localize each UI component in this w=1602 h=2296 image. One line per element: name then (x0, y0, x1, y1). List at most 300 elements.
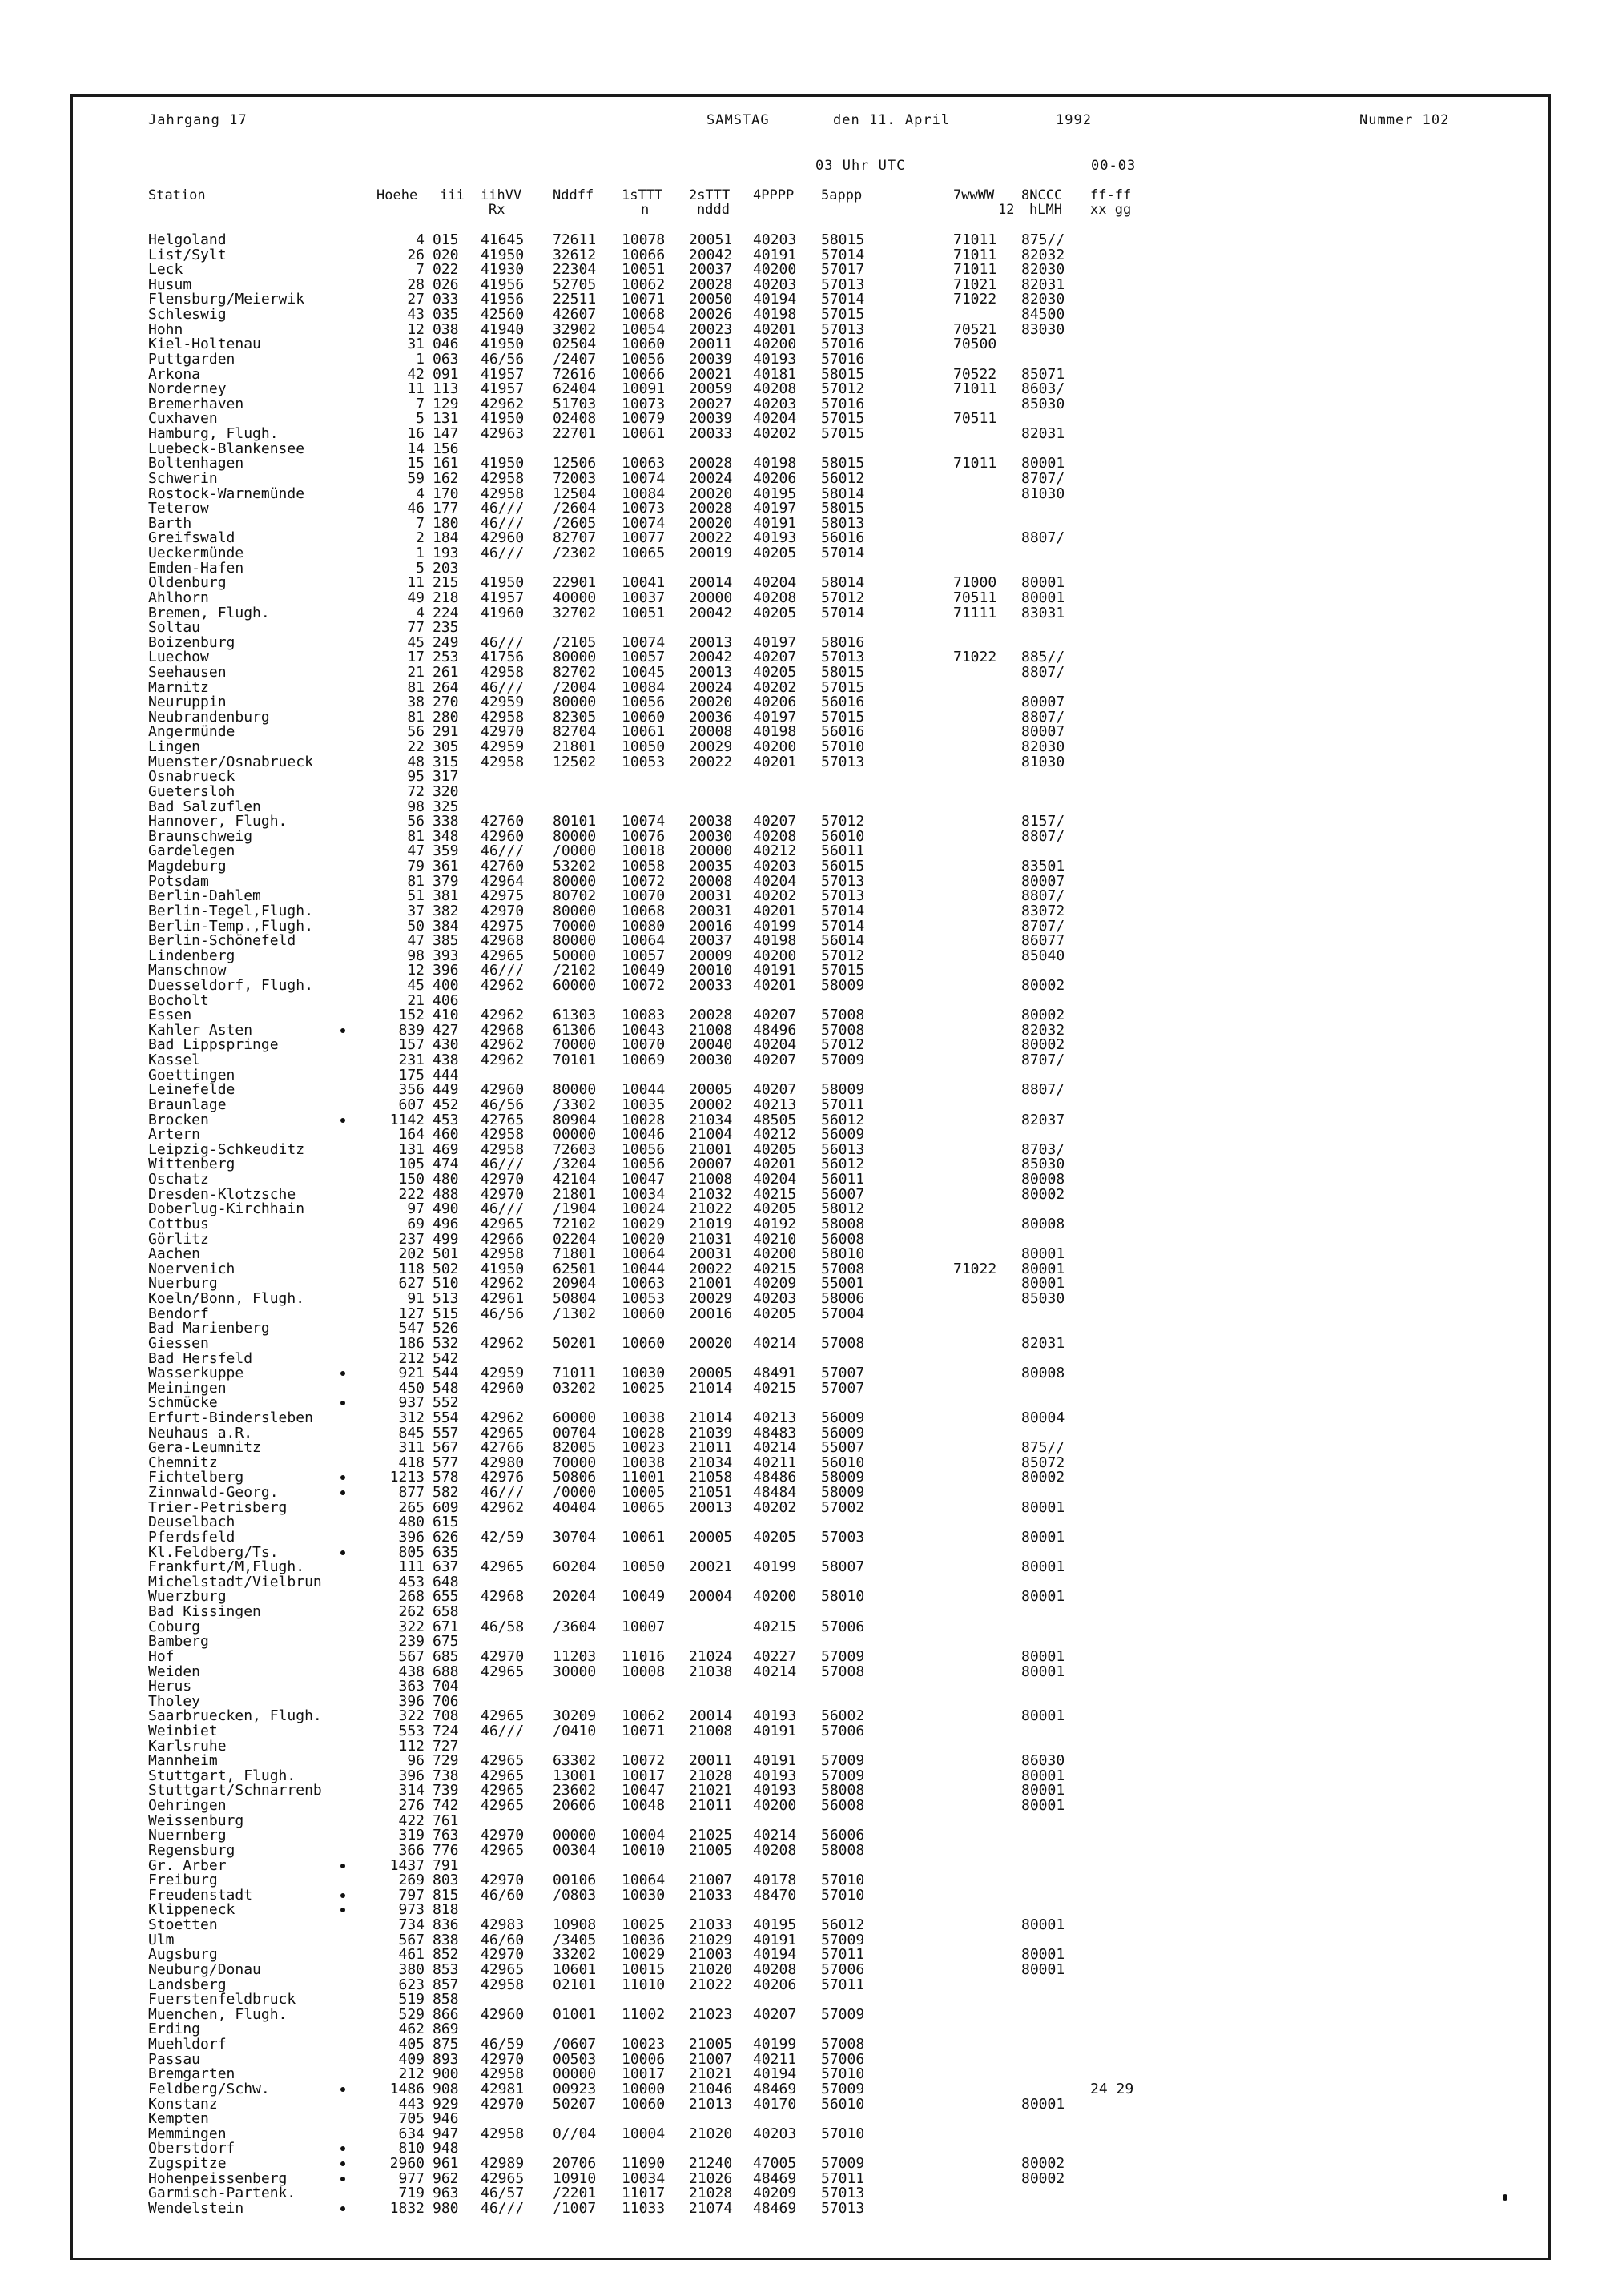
pppp-value: 40215 (753, 1185, 797, 1203)
sttt-value: 10063 (622, 455, 666, 472)
s2ttt-value: 20029 (689, 1290, 733, 1308)
station-name: Noervenich (148, 1260, 235, 1277)
pppp-value: 40178 (753, 1872, 797, 1889)
s2ttt-value: 20021 (689, 365, 733, 383)
station-name: Luebeck-Blankensee (148, 440, 305, 457)
s2ttt-value: 20042 (689, 246, 733, 263)
hoehe-value: 49 (407, 589, 425, 606)
iihvv-value: 42958 (481, 1140, 525, 1158)
mountain-station-marker-icon (340, 2087, 345, 2092)
appp-value: 57009 (821, 2005, 865, 2023)
iii-value: 836 (433, 1916, 459, 1934)
page-frame (70, 94, 1551, 2260)
appp-value: 56009 (821, 1126, 865, 1144)
hoehe-value: 4 (416, 485, 425, 502)
station-name: Feldberg/Schw. (148, 2080, 270, 2097)
iii-value: 026 (433, 275, 459, 293)
nddff-value: /2105 (553, 633, 597, 651)
sttt-value: 10025 (622, 1916, 666, 1934)
station-name: Bad Marienberg (148, 1320, 270, 1337)
station-name: Karlsruhe (148, 1737, 227, 1755)
hoehe-value: 1486 (389, 2080, 425, 2097)
appp-value: 57013 (821, 320, 865, 338)
iihvv-value: 41957 (481, 365, 525, 383)
hoehe-value: 480 (398, 1514, 425, 1531)
iii-value: 280 (433, 708, 459, 726)
iihvv-value: 46/60 (481, 1886, 525, 1904)
appp-value: 57012 (821, 813, 865, 830)
station-name: Cottbus (148, 1215, 209, 1232)
nccc-value: 80002 (1021, 1185, 1065, 1203)
iii-value: 738 (433, 1767, 459, 1784)
appp-value: 58015 (821, 365, 865, 383)
pppp-value: 40205 (753, 1200, 797, 1218)
station-name: Dresden-Klotzsche (148, 1185, 296, 1203)
station-name: Muenster/Osnabrueck (148, 753, 313, 770)
nddff-value: 11203 (553, 1647, 597, 1665)
iii-value: 542 (433, 1349, 459, 1367)
hoehe-value: 12 (407, 320, 425, 338)
jahrgang-label: Jahrgang 17 (148, 112, 248, 128)
nddff-value: 61306 (553, 1021, 597, 1039)
pppp-value: 40206 (753, 1976, 797, 1993)
appp-value: 58009 (821, 977, 865, 994)
iihvv-value: 42970 (481, 902, 525, 919)
pppp-value: 40200 (753, 261, 797, 279)
iii-value: 338 (433, 813, 459, 830)
nddff-value: 00000 (553, 1827, 597, 1844)
s2ttt-value: 20002 (689, 1096, 733, 1113)
iii-value: 396 (433, 962, 459, 979)
iii-value: 502 (433, 1260, 459, 1277)
nddff-value: /0000 (553, 842, 597, 860)
nddff-value: 60000 (553, 977, 597, 994)
pppp-value: 40214 (753, 1663, 797, 1680)
pppp-value: 40197 (753, 708, 797, 726)
pppp-value: 40201 (753, 320, 797, 338)
iii-value: 270 (433, 694, 459, 711)
appp-value: 58008 (821, 1782, 865, 1799)
iii-value: 675 (433, 1633, 459, 1651)
sttt-value: 10049 (622, 1588, 666, 1606)
sttt-value: 10066 (622, 365, 666, 383)
nddff-value: 71011 (553, 1365, 597, 1382)
hoehe-value: 311 (398, 1439, 425, 1457)
s2ttt-value: 20037 (689, 261, 733, 279)
nccc-value: 80001 (1021, 1260, 1065, 1277)
nccc-value: 82032 (1021, 1021, 1065, 1039)
hoehe-value: 312 (398, 1409, 425, 1426)
iihvv-value: 41950 (481, 246, 525, 263)
station-name: Artern (148, 1126, 201, 1144)
station-name: Schwerin (148, 469, 218, 487)
nddff-value: 00503 (553, 2050, 597, 2068)
nddff-value: 51703 (553, 395, 597, 412)
station-name: Leck (148, 261, 183, 279)
sttt-value: 10070 (622, 1036, 666, 1054)
pppp-value: 40208 (753, 1960, 797, 1978)
station-name: Garmisch-Partenk. (148, 2185, 296, 2202)
pppp-value: 40200 (753, 1245, 797, 1263)
iihvv-value: 46/58 (481, 1618, 525, 1635)
sttt-value: 10084 (622, 678, 666, 696)
appp-value: 57015 (821, 306, 865, 324)
wwww-value: 71022 (953, 1260, 997, 1277)
hoehe-value: 96 (407, 1752, 425, 1770)
hoehe-value: 50 (407, 917, 425, 935)
appp-value: 56011 (821, 842, 865, 860)
sttt-value: 10038 (622, 1409, 666, 1426)
station-name: Weissenburg (148, 1811, 244, 1829)
hoehe-value: 366 (398, 1841, 425, 1859)
sttt-value: 10072 (622, 977, 666, 994)
appp-value: 57006 (821, 1723, 865, 1739)
hoehe-value: 45 (407, 633, 425, 651)
pppp-value: 40199 (753, 1558, 797, 1576)
sttt-value: 10079 (622, 410, 666, 428)
s2ttt-value: 20011 (689, 336, 733, 353)
sttt-value: 10065 (622, 545, 666, 562)
iii-value: 852 (433, 1946, 459, 1964)
hoehe-value: 363 (398, 1678, 425, 1695)
iii-value: 410 (433, 1007, 459, 1024)
wwww-value: 71022 (953, 291, 997, 308)
iihvv-value: 42965 (481, 947, 525, 964)
pppp-value: 40205 (753, 604, 797, 621)
s2ttt-value: 20016 (689, 1305, 733, 1322)
hoehe-value: 5 (416, 559, 425, 577)
col-5appp: 5appp (821, 187, 863, 203)
station-name: Neuruppin (148, 694, 227, 711)
nccc-value: 80002 (1021, 1036, 1065, 1054)
wwww-value: 71011 (953, 231, 997, 248)
station-name: Teterow (148, 500, 209, 517)
appp-value: 57008 (821, 1260, 865, 1277)
pppp-value: 40200 (753, 738, 797, 756)
appp-value: 57007 (821, 1379, 865, 1397)
nddff-value: 00304 (553, 1841, 597, 1859)
pppp-value: 40205 (753, 1305, 797, 1322)
sttt-value: 10062 (622, 275, 666, 293)
iii-value: 430 (433, 1036, 459, 1054)
station-name: Schmücke (148, 1394, 218, 1412)
appp-value: 57009 (821, 2154, 865, 2172)
nccc-value: 82030 (1021, 261, 1065, 279)
iii-value: 655 (433, 1588, 459, 1606)
iihvv-value: 42765 (481, 1111, 525, 1128)
nccc-value: 80001 (1021, 1558, 1065, 1576)
s2ttt-value: 20020 (689, 485, 733, 502)
station-name: Barth (148, 514, 192, 532)
iihvv-value: 42962 (481, 1036, 525, 1054)
pppp-value: 47005 (753, 2154, 797, 2172)
appp-value: 57011 (821, 1976, 865, 1993)
hoehe-value: 405 (398, 2036, 425, 2053)
s2ttt-value: 20022 (689, 529, 733, 547)
sttt-value: 10060 (622, 336, 666, 353)
s2ttt-value: 20000 (689, 589, 733, 606)
sttt-value: 11017 (622, 2185, 666, 2202)
year-label: 1992 (1056, 112, 1092, 128)
nddff-value: 82704 (553, 723, 597, 741)
nddff-value: /2302 (553, 545, 597, 562)
hoehe-value: 152 (398, 1007, 425, 1024)
s2ttt-value: 21020 (689, 1960, 733, 1978)
sttt-value: 10037 (622, 589, 666, 606)
s2ttt-value: 21031 (689, 1230, 733, 1248)
nddff-value: 80000 (553, 649, 597, 666)
appp-value: 57009 (821, 1752, 865, 1770)
s2ttt-value: 20013 (689, 663, 733, 681)
iii-value: 557 (433, 1424, 459, 1442)
s2ttt-value: 21013 (689, 2095, 733, 2113)
nddff-value: 12502 (553, 753, 597, 770)
wwww-value: 71011 (953, 455, 997, 472)
iii-value: 635 (433, 1543, 459, 1561)
hoehe-value: 1 (416, 545, 425, 562)
nccc-value: 80001 (1021, 1767, 1065, 1784)
appp-value: 57012 (821, 380, 865, 398)
s2ttt-value: 20020 (689, 694, 733, 711)
sttt-value: 10024 (622, 1200, 666, 1218)
appp-value: 58014 (821, 485, 865, 502)
iihvv-value: 42958 (481, 663, 525, 681)
sttt-value: 10053 (622, 1290, 666, 1308)
station-name: Kempten (148, 2110, 209, 2128)
pppp-value: 40227 (753, 1647, 797, 1665)
nddff-value: 12504 (553, 485, 597, 502)
nccc-value: 82031 (1021, 1334, 1065, 1352)
sttt-value: 11033 (622, 2199, 666, 2217)
station-name: Arkona (148, 365, 201, 383)
iii-value: 291 (433, 723, 459, 741)
station-name: Frankfurt/M,Flugh. (148, 1558, 305, 1576)
hoehe-value: 7 (416, 261, 425, 279)
iihvv-value: 42970 (481, 2095, 525, 2113)
hoehe-value: 56 (407, 723, 425, 741)
nccc-value: 885// (1021, 649, 1065, 666)
nddff-value: 40000 (553, 589, 597, 606)
station-name: Ueckermünde (148, 545, 244, 562)
iihvv-value: 42962 (481, 977, 525, 994)
iihvv-value: 42958 (481, 1976, 525, 1993)
s2ttt-value: 20009 (689, 947, 733, 964)
nddff-value: 50201 (553, 1334, 597, 1352)
nccc-value: 82030 (1021, 738, 1065, 756)
s2ttt-value: 20028 (689, 455, 733, 472)
hoehe-value: 797 (398, 1886, 425, 1904)
station-name: Bendorf (148, 1305, 209, 1322)
iii-value: 929 (433, 2095, 459, 2113)
iihvv-value: 41956 (481, 275, 525, 293)
station-name: Essen (148, 1007, 192, 1024)
hoehe-value: 127 (398, 1305, 425, 1322)
station-name: Bremen, Flugh. (148, 604, 270, 621)
iii-value: 577 (433, 1454, 459, 1471)
iihvv-value: 42962 (481, 1334, 525, 1352)
mountain-station-marker-icon (340, 1864, 345, 1868)
col-7wwww-sub: 12 (998, 202, 1015, 218)
iii-value: 515 (433, 1305, 459, 1322)
hoehe-value: 91 (407, 1290, 425, 1308)
nddff-value: 52705 (553, 275, 597, 293)
sttt-value: 10034 (622, 1185, 666, 1203)
iihvv-value: 42960 (481, 827, 525, 845)
s2ttt-value: 20024 (689, 469, 733, 487)
nccc-value: 80001 (1021, 1797, 1065, 1815)
s2ttt-value: 20033 (689, 977, 733, 994)
s2ttt-value: 20050 (689, 291, 733, 308)
iihvv-value: 42970 (481, 1946, 525, 1964)
s2ttt-value: 21011 (689, 1439, 733, 1457)
pppp-value: 40202 (753, 678, 797, 696)
station-name: Nuernberg (148, 1827, 227, 1844)
col-iihvv: iihVV (481, 187, 522, 203)
appp-value: 58006 (821, 1290, 865, 1308)
nddff-value: 10910 (553, 2169, 597, 2187)
hoehe-value: 79 (407, 858, 425, 875)
station-name: Trier-Petrisberg (148, 1498, 288, 1516)
hoehe-value: 1142 (389, 1111, 425, 1128)
nddff-value: 00000 (553, 1126, 597, 1144)
nddff-value: 21801 (553, 738, 597, 756)
s2ttt-value: 21021 (689, 2065, 733, 2083)
station-name: Berlin-Dahlem (148, 887, 261, 905)
iii-value: 776 (433, 1841, 459, 1859)
appp-value: 57013 (821, 649, 865, 666)
station-name: Braunlage (148, 1096, 227, 1113)
station-name: Hamburg, Flugh. (148, 425, 279, 443)
nddff-value: 80000 (553, 1081, 597, 1099)
iii-value: 875 (433, 2036, 459, 2053)
sttt-value: 10044 (622, 1260, 666, 1277)
s2ttt-value: 20042 (689, 604, 733, 621)
pppp-value: 40199 (753, 2036, 797, 2053)
iihvv-value: 41756 (481, 649, 525, 666)
sttt-value: 10060 (622, 2095, 666, 2113)
nddff-value: 20904 (553, 1275, 597, 1293)
station-name: Freudenstadt (148, 1886, 253, 1904)
s2ttt-value: 21014 (689, 1379, 733, 1397)
appp-value: 57013 (821, 275, 865, 293)
iii-value: 315 (433, 753, 459, 770)
sttt-value: 10051 (622, 604, 666, 621)
station-name: Deuselbach (148, 1514, 235, 1531)
iihvv-value: 42965 (481, 1707, 525, 1725)
pppp-value: 40198 (753, 723, 797, 741)
nddff-value: 70000 (553, 917, 597, 935)
iii-value: 658 (433, 1603, 459, 1621)
hoehe-value: 98 (407, 798, 425, 815)
appp-value: 58009 (821, 1081, 865, 1099)
appp-value: 57009 (821, 1767, 865, 1784)
iii-value: 501 (433, 1245, 459, 1263)
appp-value: 57006 (821, 1960, 865, 1978)
station-name: Bremerhaven (148, 395, 244, 412)
iii-value: 113 (433, 380, 459, 398)
pppp-value: 40198 (753, 455, 797, 472)
iii-value: 193 (433, 545, 459, 562)
sttt-value: 10073 (622, 395, 666, 412)
sttt-value: 10056 (622, 1156, 666, 1173)
iihvv-value: 46/// (481, 545, 525, 562)
s2ttt-value: 20008 (689, 723, 733, 741)
sttt-value: 10058 (622, 858, 666, 875)
nddff-value: /0803 (553, 1886, 597, 1904)
appp-value: 57009 (821, 1051, 865, 1069)
station-name: Wuerzburg (148, 1588, 227, 1606)
hoehe-value: 322 (398, 1707, 425, 1725)
wwww-value: 70500 (953, 336, 997, 353)
appp-value: 57009 (821, 1931, 865, 1948)
hoehe-value: 150 (398, 1171, 425, 1188)
iii-value: 235 (433, 619, 459, 637)
sttt-value: 10029 (622, 1215, 666, 1232)
iihvv-value: 42960 (481, 529, 525, 547)
nccc-value: 82031 (1021, 425, 1065, 443)
hoehe-value: 422 (398, 1811, 425, 1829)
nccc-value: 8157/ (1021, 813, 1065, 830)
appp-value: 57008 (821, 1007, 865, 1024)
appp-value: 57013 (821, 753, 865, 770)
station-name: Angermünde (148, 723, 235, 741)
iii-value: 946 (433, 2110, 459, 2128)
sttt-value: 10043 (622, 1021, 666, 1039)
station-name: Erfurt-Bindersleben (148, 1409, 313, 1426)
station-name: Lingen (148, 738, 201, 756)
hoehe-value: 202 (398, 1245, 425, 1263)
nccc-value: 83501 (1021, 858, 1065, 875)
s2ttt-value: 20059 (689, 380, 733, 398)
sttt-value: 10041 (622, 574, 666, 592)
appp-value: 58014 (821, 574, 865, 592)
pppp-value: 40191 (753, 514, 797, 532)
sttt-value: 10049 (622, 962, 666, 979)
hoehe-value: 118 (398, 1260, 425, 1277)
appp-value: 57012 (821, 1036, 865, 1054)
iihvv-value: 42959 (481, 738, 525, 756)
station-name: Osnabrueck (148, 768, 235, 786)
nddff-value: 12506 (553, 455, 597, 472)
pppp-value: 40203 (753, 858, 797, 875)
nddff-value: 00923 (553, 2080, 597, 2097)
sttt-value: 10084 (622, 485, 666, 502)
iii-value: 488 (433, 1185, 459, 1203)
station-name: Zugspitze (148, 2154, 227, 2172)
sttt-value: 10047 (622, 1782, 666, 1799)
mountain-station-marker-icon (340, 2177, 345, 2181)
station-name: Cuxhaven (148, 410, 218, 428)
appp-value: 57012 (821, 589, 865, 606)
col-4pppp: 4PPPP (753, 187, 795, 203)
sttt-value: 11010 (622, 1976, 666, 1993)
iii-value: 264 (433, 678, 459, 696)
sttt-value: 10044 (622, 1081, 666, 1099)
iihvv-value: 42958 (481, 2125, 525, 2142)
hoehe-value: 265 (398, 1498, 425, 1516)
iihvv-value: 42965 (481, 1215, 525, 1232)
station-name: Manschnow (148, 962, 227, 979)
nddff-value: 53202 (553, 858, 597, 875)
nccc-value: 80001 (1021, 1647, 1065, 1665)
appp-value: 56011 (821, 1171, 865, 1188)
s2ttt-value: 20035 (689, 858, 733, 875)
s2ttt-value: 20027 (689, 395, 733, 412)
iii-value: 727 (433, 1737, 459, 1755)
hoehe-value: 81 (407, 678, 425, 696)
pppp-value: 40204 (753, 872, 797, 890)
pppp-value: 40193 (753, 1767, 797, 1784)
